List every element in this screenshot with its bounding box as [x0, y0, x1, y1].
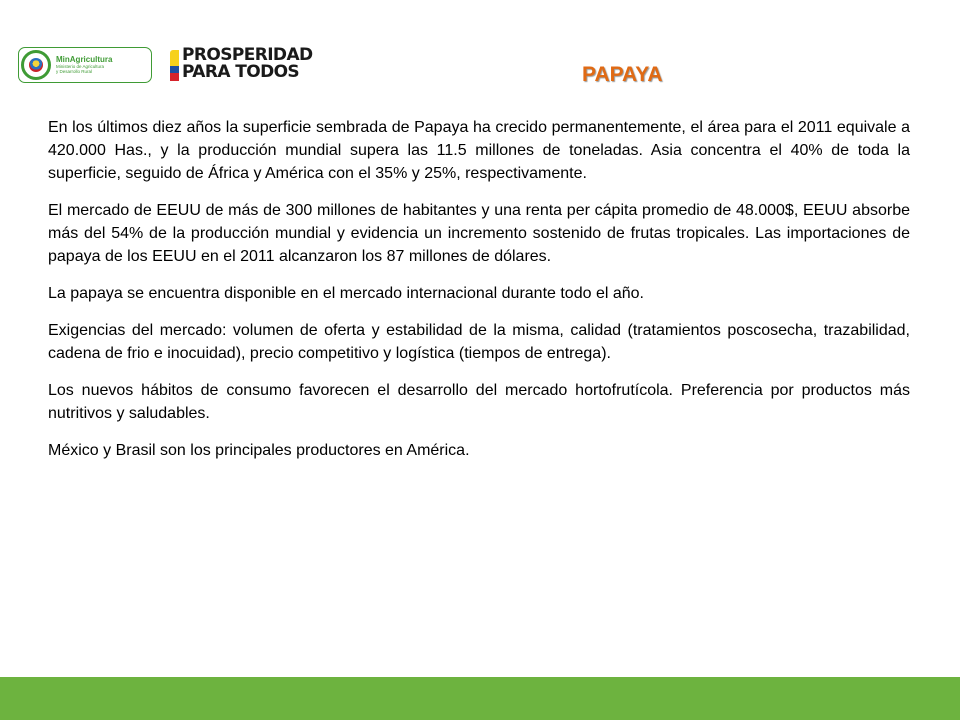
prosperidad-logo-line-1: PROSPERIDAD: [182, 45, 313, 65]
prosperidad-para-todos-logo: [170, 45, 313, 84]
header-logos: [18, 44, 318, 88]
prosperidad-logo-line-2: PARA TODOS: [182, 62, 300, 82]
minagricultura-logo-title: MinAgricultura: [56, 54, 113, 64]
paragraph-productores: México y Brasil son los principales productores en América.: [48, 442, 470, 459]
paragraph-disponibilidad: La papaya se encuentra disponible en el mercado internacional durante todo el año.: [48, 285, 644, 302]
minagricultura-logo-subtitle-2: y Desarrollo Rural: [56, 69, 93, 74]
slide-body: [48, 116, 910, 476]
slide-title: PAPAYA: [582, 63, 663, 86]
paragraph-exigencias: Exigencias del mercado: volumen de oferta y estabilidad de la misma, calidad (tratamientos poscosecha, trazabilidad, cadena de frio e inocuidad), precio competitivo y logística (tiempos de entrega).: [48, 322, 910, 362]
minagricultura-logo: [18, 47, 152, 83]
footer-bar: [0, 677, 960, 720]
paragraph-habitos-consumo: Los nuevos hábitos de consumo favorecen el desarrollo del mercado hortofrutícola. Preferencia por productos más nutritivos y saludables.: [48, 382, 910, 422]
colombia-seal-icon: [21, 50, 51, 80]
colombia-flag-icon: [170, 50, 179, 81]
minagricultura-logo-subtitle-1: Ministerio de Agricultura: [56, 63, 105, 69]
paragraph-superficie: En los últimos diez años la superficie sembrada de Papaya ha crecido permanentemente, el área para el 2011 equivale a 420.000 Has., y la producción mundial supera las 11.5 millones de toneladas. Asia concentra el 40% de toda la superficie, seguido de África y América con el 35% y 25%, respectivamente.: [48, 119, 910, 182]
paragraph-mercado-eeuu: El mercado de EEUU de más de 300 millones de habitantes y una renta per cápita promedio de 48.000$, EEUU absorbe más del 54% de la producción mundial y evidencia un incremento sostenido de frutas tropicales. Las importaciones de papaya de los EEUU en el 2011 alcanzaron los 87 millones de dólares.: [48, 202, 910, 265]
